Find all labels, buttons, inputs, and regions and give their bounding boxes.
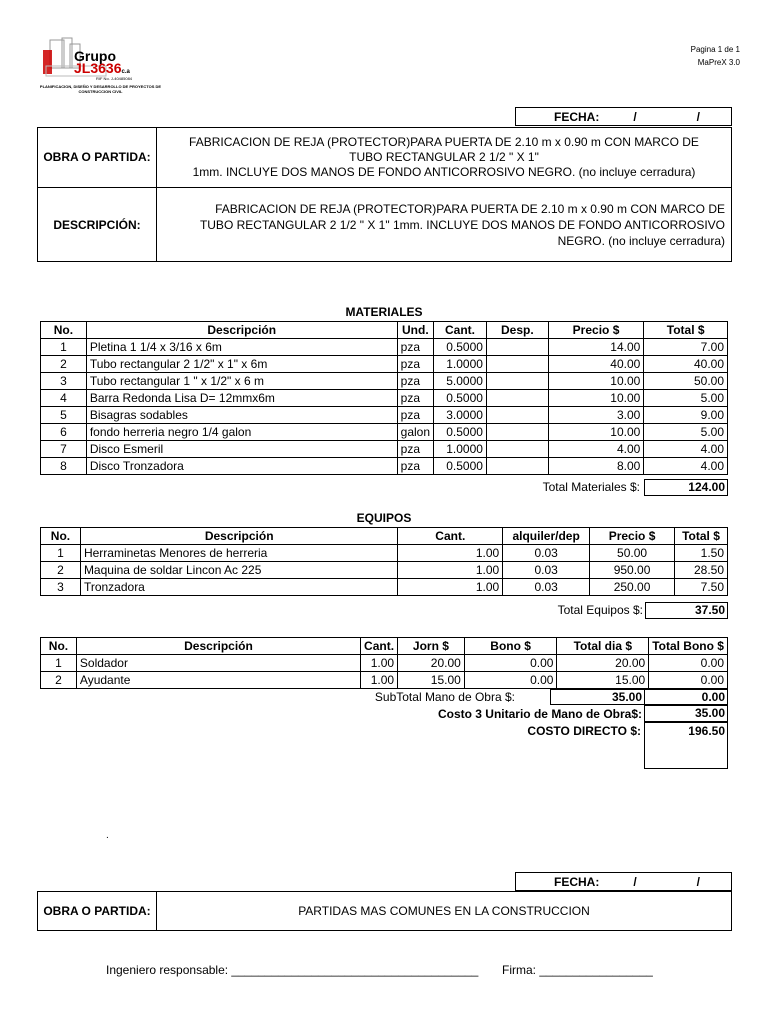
mat-cell: fondo herreria negro 1/4 galon xyxy=(86,424,397,441)
mat-cell: 14.00 xyxy=(548,339,644,356)
mat-cell: 5.00 xyxy=(644,424,728,441)
logo-tagline: PLANIFICACION, DISEÑO Y DESARROLLO DE PROYECTOS DE CONSTRUCCION CIVIL xyxy=(39,84,162,94)
fecha2-sep1: / xyxy=(633,874,637,889)
equipos-total-label: Total Equipos $: xyxy=(557,603,643,617)
mo-cell: 2 xyxy=(41,672,77,689)
mat-cell: pza xyxy=(397,458,433,475)
fecha-sep2: / xyxy=(696,109,701,124)
descripcion-label: DESCRIPCIÓN: xyxy=(38,188,157,262)
equipos-table xyxy=(40,527,728,596)
mo-subtotal-label: SubTotal Mano de Obra $: xyxy=(374,690,515,704)
mo-header-no: No. xyxy=(41,638,77,655)
materiales-total-value: 124.00 xyxy=(644,479,728,496)
mat-header-no: No. xyxy=(41,322,87,339)
mano-obra-table xyxy=(40,637,728,689)
eq-header-cant: Cant. xyxy=(398,528,503,545)
mat-cell: pza xyxy=(397,373,433,390)
mat-cell: 6 xyxy=(41,424,87,441)
mat-cell: 1.0000 xyxy=(434,356,487,373)
table-row xyxy=(41,373,728,390)
mat-cell: 3.00 xyxy=(548,407,644,424)
mat-header-desc: Descripción xyxy=(86,322,397,339)
mo-header-bono: Bono $ xyxy=(464,638,557,655)
mo-cell: 1.00 xyxy=(361,655,398,672)
mat-cell xyxy=(486,390,548,407)
equipos-header-row xyxy=(41,528,728,545)
materiales-table xyxy=(40,321,728,475)
eq-cell: 50.00 xyxy=(590,545,675,562)
obra-text xyxy=(157,128,732,188)
mat-cell xyxy=(486,458,548,475)
mat-cell: 0.5000 xyxy=(434,339,487,356)
mat-cell: 0.5000 xyxy=(434,458,487,475)
stray-dot: . xyxy=(106,830,109,841)
eq-cell: Tronzadora xyxy=(80,579,398,596)
mat-cell xyxy=(486,424,548,441)
mo-cell: 15.00 xyxy=(398,672,465,689)
eq-cell: 1.00 xyxy=(398,579,503,596)
costo-directo-label: COSTO DIRECTO $: xyxy=(527,724,641,738)
mat-cell: 4.00 xyxy=(548,441,644,458)
mo-unitario-value: 35.00 xyxy=(644,705,728,722)
mat-cell: pza xyxy=(397,339,433,356)
eq-cell: 250.00 xyxy=(590,579,675,596)
mat-cell: Disco Tronzadora xyxy=(86,458,397,475)
mo-header-totaldia: Total dia $ xyxy=(557,638,649,655)
mo-subtotal-bono: 0.00 xyxy=(644,689,728,705)
page-info xyxy=(691,43,740,69)
mat-cell xyxy=(486,356,548,373)
firma-line: Firma: _________________ xyxy=(502,963,653,977)
mat-cell xyxy=(486,373,548,390)
logo-rif: RIF No. J-40485084 xyxy=(96,76,133,81)
mat-cell: Barra Redonda Lisa D= 12mmx6m xyxy=(86,390,397,407)
mat-cell xyxy=(486,339,548,356)
eq-cell: Herraminetas Menores de herreria xyxy=(80,545,398,562)
eq-header-alquiler: alquiler/dep xyxy=(503,528,590,545)
equipos-total-value: 37.50 xyxy=(645,602,728,619)
table-row xyxy=(41,407,728,424)
materiales-title: MATERIALES xyxy=(345,305,423,319)
mat-cell: 9.00 xyxy=(644,407,728,424)
table-row xyxy=(41,672,728,689)
obra-line1: FABRICACION DE REJA (PROTECTOR)PARA PUERTA DE 2.10 m x 0.90 m CON MARCO DE xyxy=(189,135,699,149)
mo-cell: Ayudante xyxy=(76,672,360,689)
mat-header-total: Total $ xyxy=(644,322,728,339)
mo-cell: 0.00 xyxy=(649,655,728,672)
eq-cell: 0.03 xyxy=(503,579,590,596)
mano-obra-header-row xyxy=(41,638,728,655)
mat-cell: 7.00 xyxy=(644,339,728,356)
desc-line1: FABRICACION DE REJA (PROTECTOR)PARA PUERTA DE 2.10 m x 0.90 m CON MARCO DE xyxy=(215,201,725,216)
table-row xyxy=(41,390,728,407)
fecha2-sep2: / xyxy=(696,874,701,889)
mat-cell: 3.0000 xyxy=(434,407,487,424)
mat-cell: 40.00 xyxy=(644,356,728,373)
fecha-box-bottom xyxy=(515,872,732,891)
costo-directo-value: 196.50 xyxy=(644,722,728,769)
mat-cell: 8 xyxy=(41,458,87,475)
table-row xyxy=(41,579,728,596)
mo-cell: 0.00 xyxy=(464,672,557,689)
mat-header-cant: Cant. xyxy=(434,322,487,339)
eq-cell: 1.00 xyxy=(398,562,503,579)
mat-header-precio: Precio $ xyxy=(548,322,644,339)
eq-header-total: Total $ xyxy=(674,528,727,545)
mat-cell: Bisagras sodables xyxy=(86,407,397,424)
descripcion-text xyxy=(157,188,732,262)
app-label: MaPreX 3.0 xyxy=(697,58,740,67)
mat-cell: 0.5000 xyxy=(434,424,487,441)
table-row xyxy=(41,339,728,356)
logo-line2: JL3636 xyxy=(74,60,122,76)
mo-header-desc: Descripción xyxy=(76,638,360,655)
mat-cell: galon xyxy=(397,424,433,441)
mo-cell: 20.00 xyxy=(398,655,465,672)
mat-cell: 10.00 xyxy=(548,424,644,441)
mat-cell: 1.0000 xyxy=(434,441,487,458)
equipos-title: EQUIPOS xyxy=(356,511,412,525)
mat-cell: 7 xyxy=(41,441,87,458)
mat-cell xyxy=(486,441,548,458)
mat-cell: pza xyxy=(397,441,433,458)
mat-cell: 4.00 xyxy=(644,441,728,458)
mo-cell: 1 xyxy=(41,655,77,672)
obra2-text: PARTIDAS MAS COMUNES EN LA CONSTRUCCION xyxy=(157,892,732,931)
materiales-total-label: Total Materiales $: xyxy=(542,480,640,494)
mat-cell xyxy=(486,407,548,424)
desc-line3: NEGRO. (no incluye cerradura) xyxy=(557,233,725,248)
eq-cell: Maquina de soldar Lincon Ac 225 xyxy=(80,562,398,579)
eq-cell: 0.03 xyxy=(503,562,590,579)
mat-cell: 5.00 xyxy=(644,390,728,407)
mat-cell: Disco Esmeril xyxy=(86,441,397,458)
mo-cell: 15.00 xyxy=(557,672,649,689)
mat-cell: 2 xyxy=(41,356,87,373)
desc-line2: TUBO RECTANGULAR 2 1/2 " X 1" 1mm. INCLUYE DOS MANOS DE FONDO ANTICORROSIVO xyxy=(199,217,725,232)
mat-header-und: Und. xyxy=(397,322,433,339)
table-row xyxy=(41,562,728,579)
mat-cell: 50.00 xyxy=(644,373,728,390)
table-row xyxy=(41,441,728,458)
mat-cell: Pletina 1 1/4 x 3/16 x 6m xyxy=(86,339,397,356)
mat-cell: 10.00 xyxy=(548,390,644,407)
eq-cell: 7.50 xyxy=(674,579,727,596)
obra-line2: TUBO RECTANGULAR 2 1/2 " X 1" xyxy=(349,150,539,164)
eq-cell: 3 xyxy=(41,579,81,596)
eq-cell: 2 xyxy=(41,562,81,579)
mo-cell: Soldador xyxy=(76,655,360,672)
eq-header-no: No. xyxy=(41,528,81,545)
materiales-header-row xyxy=(41,322,728,339)
table-row xyxy=(41,545,728,562)
mat-cell: Tubo rectangular 1 " x 1/2" x 6 m xyxy=(86,373,397,390)
eq-header-desc: Descripción xyxy=(80,528,398,545)
page-label: Pagina 1 de 1 xyxy=(690,45,740,54)
logo-line1: Grupo xyxy=(74,48,116,64)
eq-cell: 1 xyxy=(41,545,81,562)
fecha-sep1: / xyxy=(633,109,637,124)
table-row xyxy=(41,655,728,672)
mat-cell: 10.00 xyxy=(548,373,644,390)
mat-cell: 40.00 xyxy=(548,356,644,373)
table-row xyxy=(41,424,728,441)
company-logo xyxy=(38,36,163,96)
eq-cell: 1.50 xyxy=(674,545,727,562)
ingeniero-line: Ingeniero responsable: _____________________________________ xyxy=(106,963,479,977)
mat-cell: 8.00 xyxy=(548,458,644,475)
fecha2-label: FECHA: xyxy=(554,874,600,889)
logo-suffix: c.a xyxy=(121,69,130,75)
obra2-label: OBRA O PARTIDA: xyxy=(38,892,157,931)
eq-cell: 0.03 xyxy=(503,545,590,562)
mat-header-desp: Desp. xyxy=(486,322,548,339)
mat-cell: pza xyxy=(397,390,433,407)
eq-cell: 1.00 xyxy=(398,545,503,562)
mat-cell: 4.00 xyxy=(644,458,728,475)
mo-cell: 0.00 xyxy=(464,655,557,672)
mat-cell: 3 xyxy=(41,373,87,390)
table-row xyxy=(41,356,728,373)
mo-cell: 20.00 xyxy=(557,655,649,672)
table-row xyxy=(41,458,728,475)
mat-cell: 1 xyxy=(41,339,87,356)
mat-cell: 5.0000 xyxy=(434,373,487,390)
mat-cell: pza xyxy=(397,356,433,373)
obra-table xyxy=(37,127,732,262)
mo-header-cant: Cant. xyxy=(361,638,398,655)
mat-cell: pza xyxy=(397,407,433,424)
eq-header-precio: Precio $ xyxy=(590,528,675,545)
mo-cell: 1.00 xyxy=(361,672,398,689)
mat-cell: 5 xyxy=(41,407,87,424)
logo-text xyxy=(74,50,130,78)
obra-line3: 1mm. INCLUYE DOS MANOS DE FONDO ANTICORROSIVO NEGRO. (no incluye cerradura) xyxy=(192,165,696,179)
mat-cell: Tubo rectangular 2 1/2" x 1" x 6m xyxy=(86,356,397,373)
mo-cell: 0.00 xyxy=(649,672,728,689)
fecha-box xyxy=(515,107,732,126)
mo-header-totalbono: Total Bono $ xyxy=(649,638,728,655)
fecha-label: FECHA: xyxy=(554,109,600,124)
mat-cell: 0.5000 xyxy=(434,390,487,407)
mo-subtotal-dia: 35.00 xyxy=(550,689,645,705)
mo-header-jorn: Jorn $ xyxy=(398,638,465,655)
mo-unitario-label: Costo 3 Unitario de Mano de Obra$: xyxy=(437,707,642,721)
eq-cell: 28.50 xyxy=(674,562,727,579)
mat-cell: 4 xyxy=(41,390,87,407)
obra-label: OBRA O PARTIDA: xyxy=(38,128,157,188)
eq-cell: 950.00 xyxy=(590,562,675,579)
obra2-table xyxy=(37,891,732,931)
